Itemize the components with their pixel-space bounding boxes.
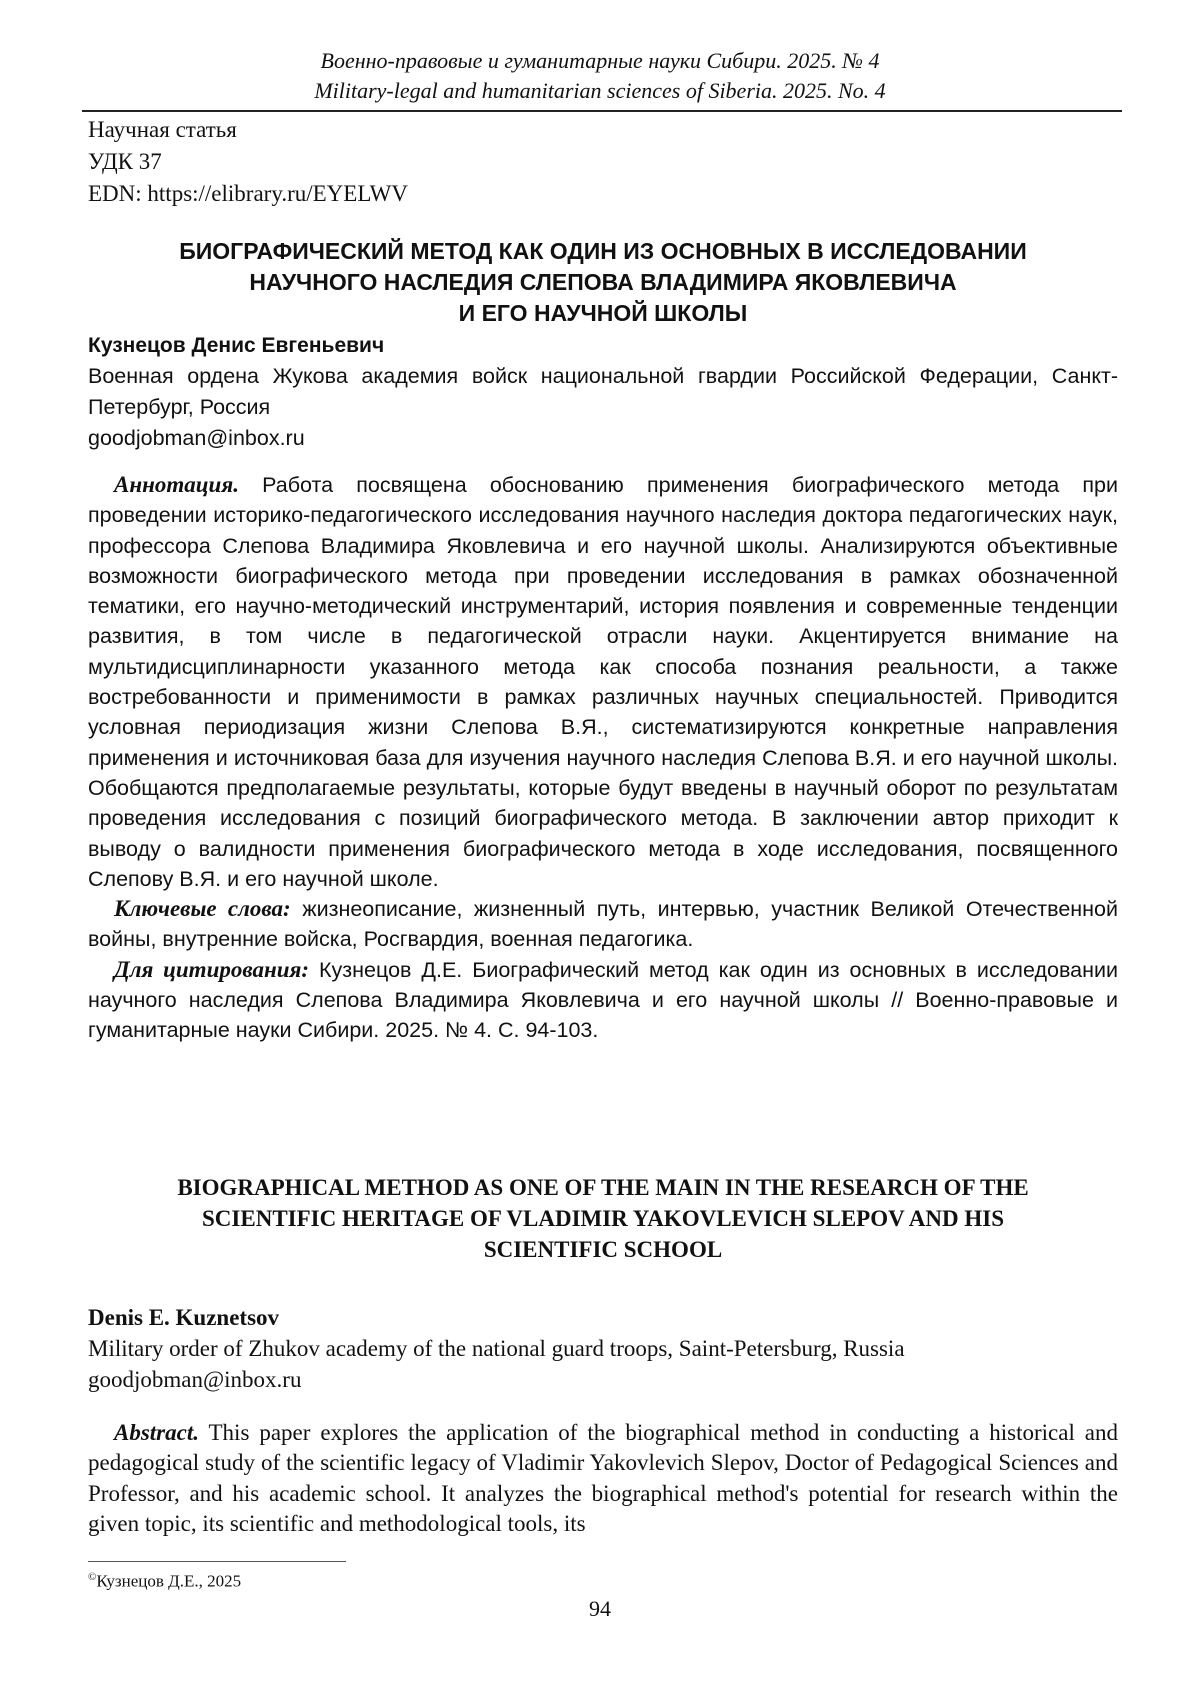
email-en[interactable]: goodjobman@inbox.ru bbox=[88, 1367, 302, 1392]
author-name-en: Denis E. Kuznetsov bbox=[88, 1305, 280, 1330]
article-type: Научная статья bbox=[88, 117, 237, 142]
abstract-en bbox=[88, 1418, 1118, 1539]
title-ru-line: НАУЧНОГО НАСЛЕДИЯ СЛЕПОВА ВЛАДИМИРА ЯКОВЛЕВИЧА bbox=[249, 269, 957, 295]
journal-line-en: Military-legal and humanitarian sciences of Siberia. 2025. No. 4 bbox=[314, 78, 886, 103]
title-ru-line: БИОГРАФИЧЕСКИЙ МЕТОД КАК ОДИН ИЗ ОСНОВНЫХ В ИССЛЕДОВАНИИ bbox=[179, 238, 1027, 264]
page-number: 94 bbox=[589, 1596, 611, 1621]
author-name-ru: Кузнецов Денис Евгеньевич bbox=[88, 334, 385, 357]
edn-link[interactable]: EDN: https://elibrary.ru/EYELWV bbox=[88, 181, 409, 206]
running-header bbox=[80, 46, 1120, 106]
keywords-ru bbox=[88, 894, 1118, 955]
header-rule bbox=[82, 110, 1122, 112]
footnote-rule bbox=[88, 1561, 346, 1562]
journal-line-ru: Военно-правовые и гуманитарные науки Сибири. 2025. № 4 bbox=[320, 48, 880, 73]
abstract-ru-text: Работа посвящена обоснованию применения биографического метода при проведении историко-педагогического исследования научного наследия доктора педагогических наук, профессора Слепова Владимира Яковлевича и его научной школы. Анализируются объективные возможности биографического метода при проведении исследования в рамках обозначенной тематики, его научно-методический инструментарий, история появления и современные тенденции развития, в том числе в педагогической отрасли науки. Акцентируется внимание на мультидисциплинарности указанного метода как способа познания реальности, а также востребованности и применимости в рамках различных научных специальностей. Приводится условная периодизация жизни Слепова В.Я., систематизируются конкретные направления применения и источниковая база для изучения научного наследия Слепова В.Я. и его научной школы. Обобщаются предполагаемые результаты, которые будут введены в научный оборот по результатам проведения исследования с позиций биографического метода. В заключении автор приходит к выводу о валидности применения биографического метода в ходе исследования, посвященного Слепову В.Я. и его научной школе. bbox=[88, 473, 1118, 891]
abstract-ru bbox=[88, 470, 1118, 894]
title-ru bbox=[88, 236, 1118, 329]
title-en-line: BIOGRAPHICAL METHOD AS ONE OF THE MAIN IN THE RESEARCH OF THE bbox=[177, 1175, 1029, 1200]
email-ru[interactable]: goodjobman@inbox.ru bbox=[88, 426, 305, 450]
affiliation-ru: Военная ордена Жукова академия войск национальной гвардии Российской Федерации, Санкт-Петербург, Россия bbox=[88, 364, 1118, 419]
keywords-ru-label: Ключевые слова: bbox=[114, 896, 291, 922]
title-ru-line: И ЕГО НАУЧНОЙ ШКОЛЫ bbox=[458, 300, 748, 326]
article-meta bbox=[88, 114, 408, 210]
abstract-ru-label: Аннотация. bbox=[114, 472, 239, 497]
abstract-ru-section bbox=[88, 470, 1118, 1046]
title-en-line: SCIENTIFIC SCHOOL bbox=[483, 1237, 723, 1262]
footnote bbox=[88, 1566, 241, 1593]
abstract-en-section bbox=[88, 1418, 1118, 1539]
abstract-en-label: Abstract. bbox=[114, 1420, 199, 1445]
abstract-en-text: This paper explores the application of the biographical method in conducting a historical and pedagogical study of the scientific legacy of Vladimir Yakovlevich Slepov, Doctor of Pedagogical Sciences and Professor, and his academic school. It analyzes the biographical method's potential for research within the given topic, its scientific and methodological tools, its bbox=[88, 1420, 1118, 1536]
footnote-text: Кузнецов Д.Е., 2025 bbox=[96, 1571, 242, 1591]
citation-ru-text: Кузнецов Д.Е. Биографический метод как один из основных в исследовании научного наследия Слепова Владимира Яковлевича и его научной школы // Военно-правовые и гуманитарные науки Сибири. 2025. № 4. С. 94-103. bbox=[88, 957, 1118, 1043]
udc-code: УДК 37 bbox=[88, 149, 162, 174]
author-block-en bbox=[88, 1302, 1118, 1395]
title-en bbox=[88, 1172, 1118, 1265]
title-en-line: SCIENTIFIC HERITAGE OF VLADIMIR YAKOVLEVICH SLEPOV AND HIS bbox=[202, 1206, 1004, 1231]
citation-ru-label: Для цитирования: bbox=[114, 956, 310, 982]
affiliation-en: Military order of Zhukov academy of the national guard troops, Saint-Petersburg, Russia bbox=[88, 1336, 905, 1361]
citation-ru bbox=[88, 955, 1118, 1046]
author-block-ru bbox=[88, 330, 1118, 454]
copyright-mark: © bbox=[88, 1571, 97, 1583]
keywords-ru-text: жизнеописание, жизненный путь, интервью, участник Великой Отечественной войны, внутренние войска, Росгвардия, военная педагогика. bbox=[88, 897, 1118, 952]
